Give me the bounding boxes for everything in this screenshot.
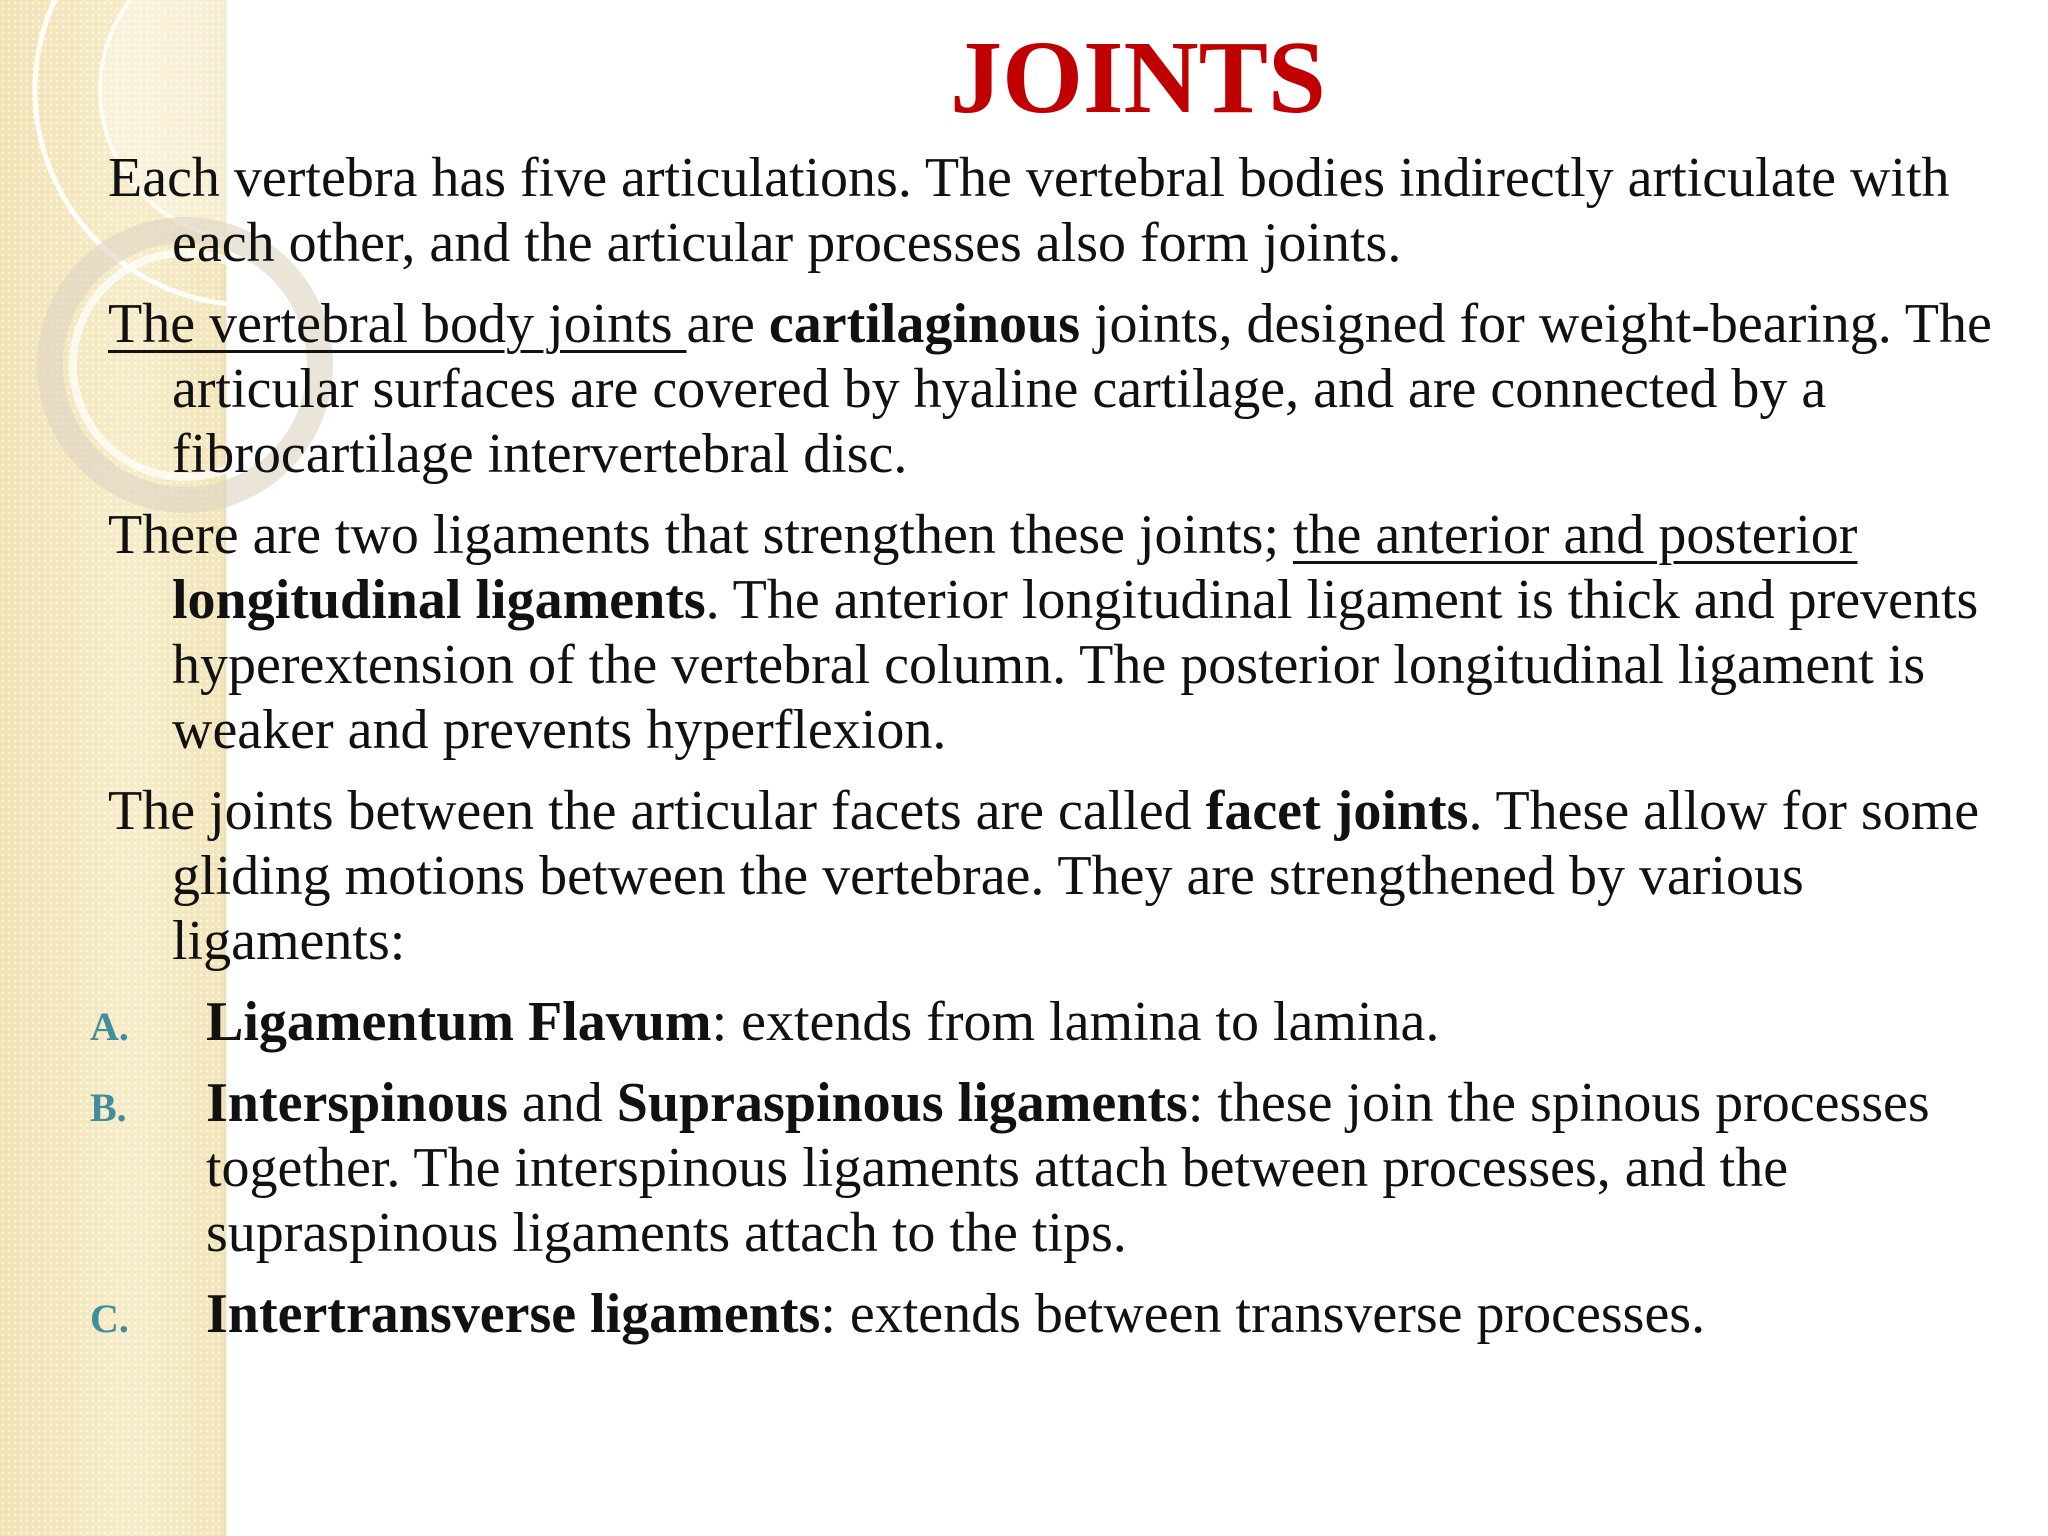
paragraph-text: . The anterior longitudinal ligament is thick and prevents hyperextension of the vertebral column. The posterior longitudinal ligament is weaker and prevents hyperflexion. — [172, 569, 1979, 761]
paragraph-longitudinal-ligaments — [108, 503, 2008, 763]
slide-title: JOINTS — [950, 20, 1326, 135]
bold-term: Intertransverse ligaments — [206, 1283, 821, 1345]
bold-term: Supraspinous ligaments — [616, 1072, 1188, 1134]
bold-term: Ligamentum Flavum — [206, 991, 712, 1053]
paragraph-text: Each vertebra has five articulations. The vertebral bodies indirectly articulate with each other, and the articular processes also form joints. — [108, 147, 1950, 274]
list-item-text: : extends from lamina to lamina. — [711, 991, 1440, 1053]
list-item-text: : these join the spinous processes together. The interspinous ligaments attach between processes, and the supraspinous ligaments attach to the tips. — [206, 1072, 1930, 1264]
paragraph-text: joints, designed for weight-bearing. The articular surfaces are covered by hyaline cartilage, and are connected by a fibrocartilage intervertebral disc. — [172, 293, 1992, 485]
bold-term: facet joints — [1205, 780, 1469, 842]
list-marker: C. — [90, 1296, 129, 1341]
bold-term: cartilaginous — [768, 293, 1080, 355]
paragraph-text: . These allow for some gliding motions between the vertebrae. They are strengthened by various ligaments: — [172, 780, 1980, 972]
list-item-interspinous-supraspinous — [90, 1071, 2008, 1266]
list-item-text: : extends between transverse processes. — [820, 1283, 1706, 1345]
bold-term: Interspinous — [206, 1072, 508, 1134]
slide-content — [90, 146, 2008, 1363]
underlined-term: the anterior and posterior — [1293, 504, 1858, 566]
underlined-term: The vertebral body joints — [108, 293, 687, 355]
list-marker: B. — [90, 1085, 127, 1130]
paragraph-text: are — [686, 293, 769, 355]
list-item-intertransverse — [90, 1282, 2008, 1347]
paragraph-facet-joints — [108, 779, 2008, 974]
paragraph-articulations — [108, 146, 2008, 276]
list-marker: A. — [90, 1004, 129, 1049]
paragraph-text: The joints between the articular facets are called — [108, 780, 1206, 842]
bold-term: longitudinal ligaments — [172, 569, 706, 631]
list-item-text: and — [507, 1072, 617, 1134]
paragraph-text: There are two ligaments that strengthen these joints; — [108, 504, 1293, 566]
paragraph-vertebral-body-joints — [108, 292, 2008, 487]
list-item-ligamentum-flavum — [90, 990, 2008, 1055]
